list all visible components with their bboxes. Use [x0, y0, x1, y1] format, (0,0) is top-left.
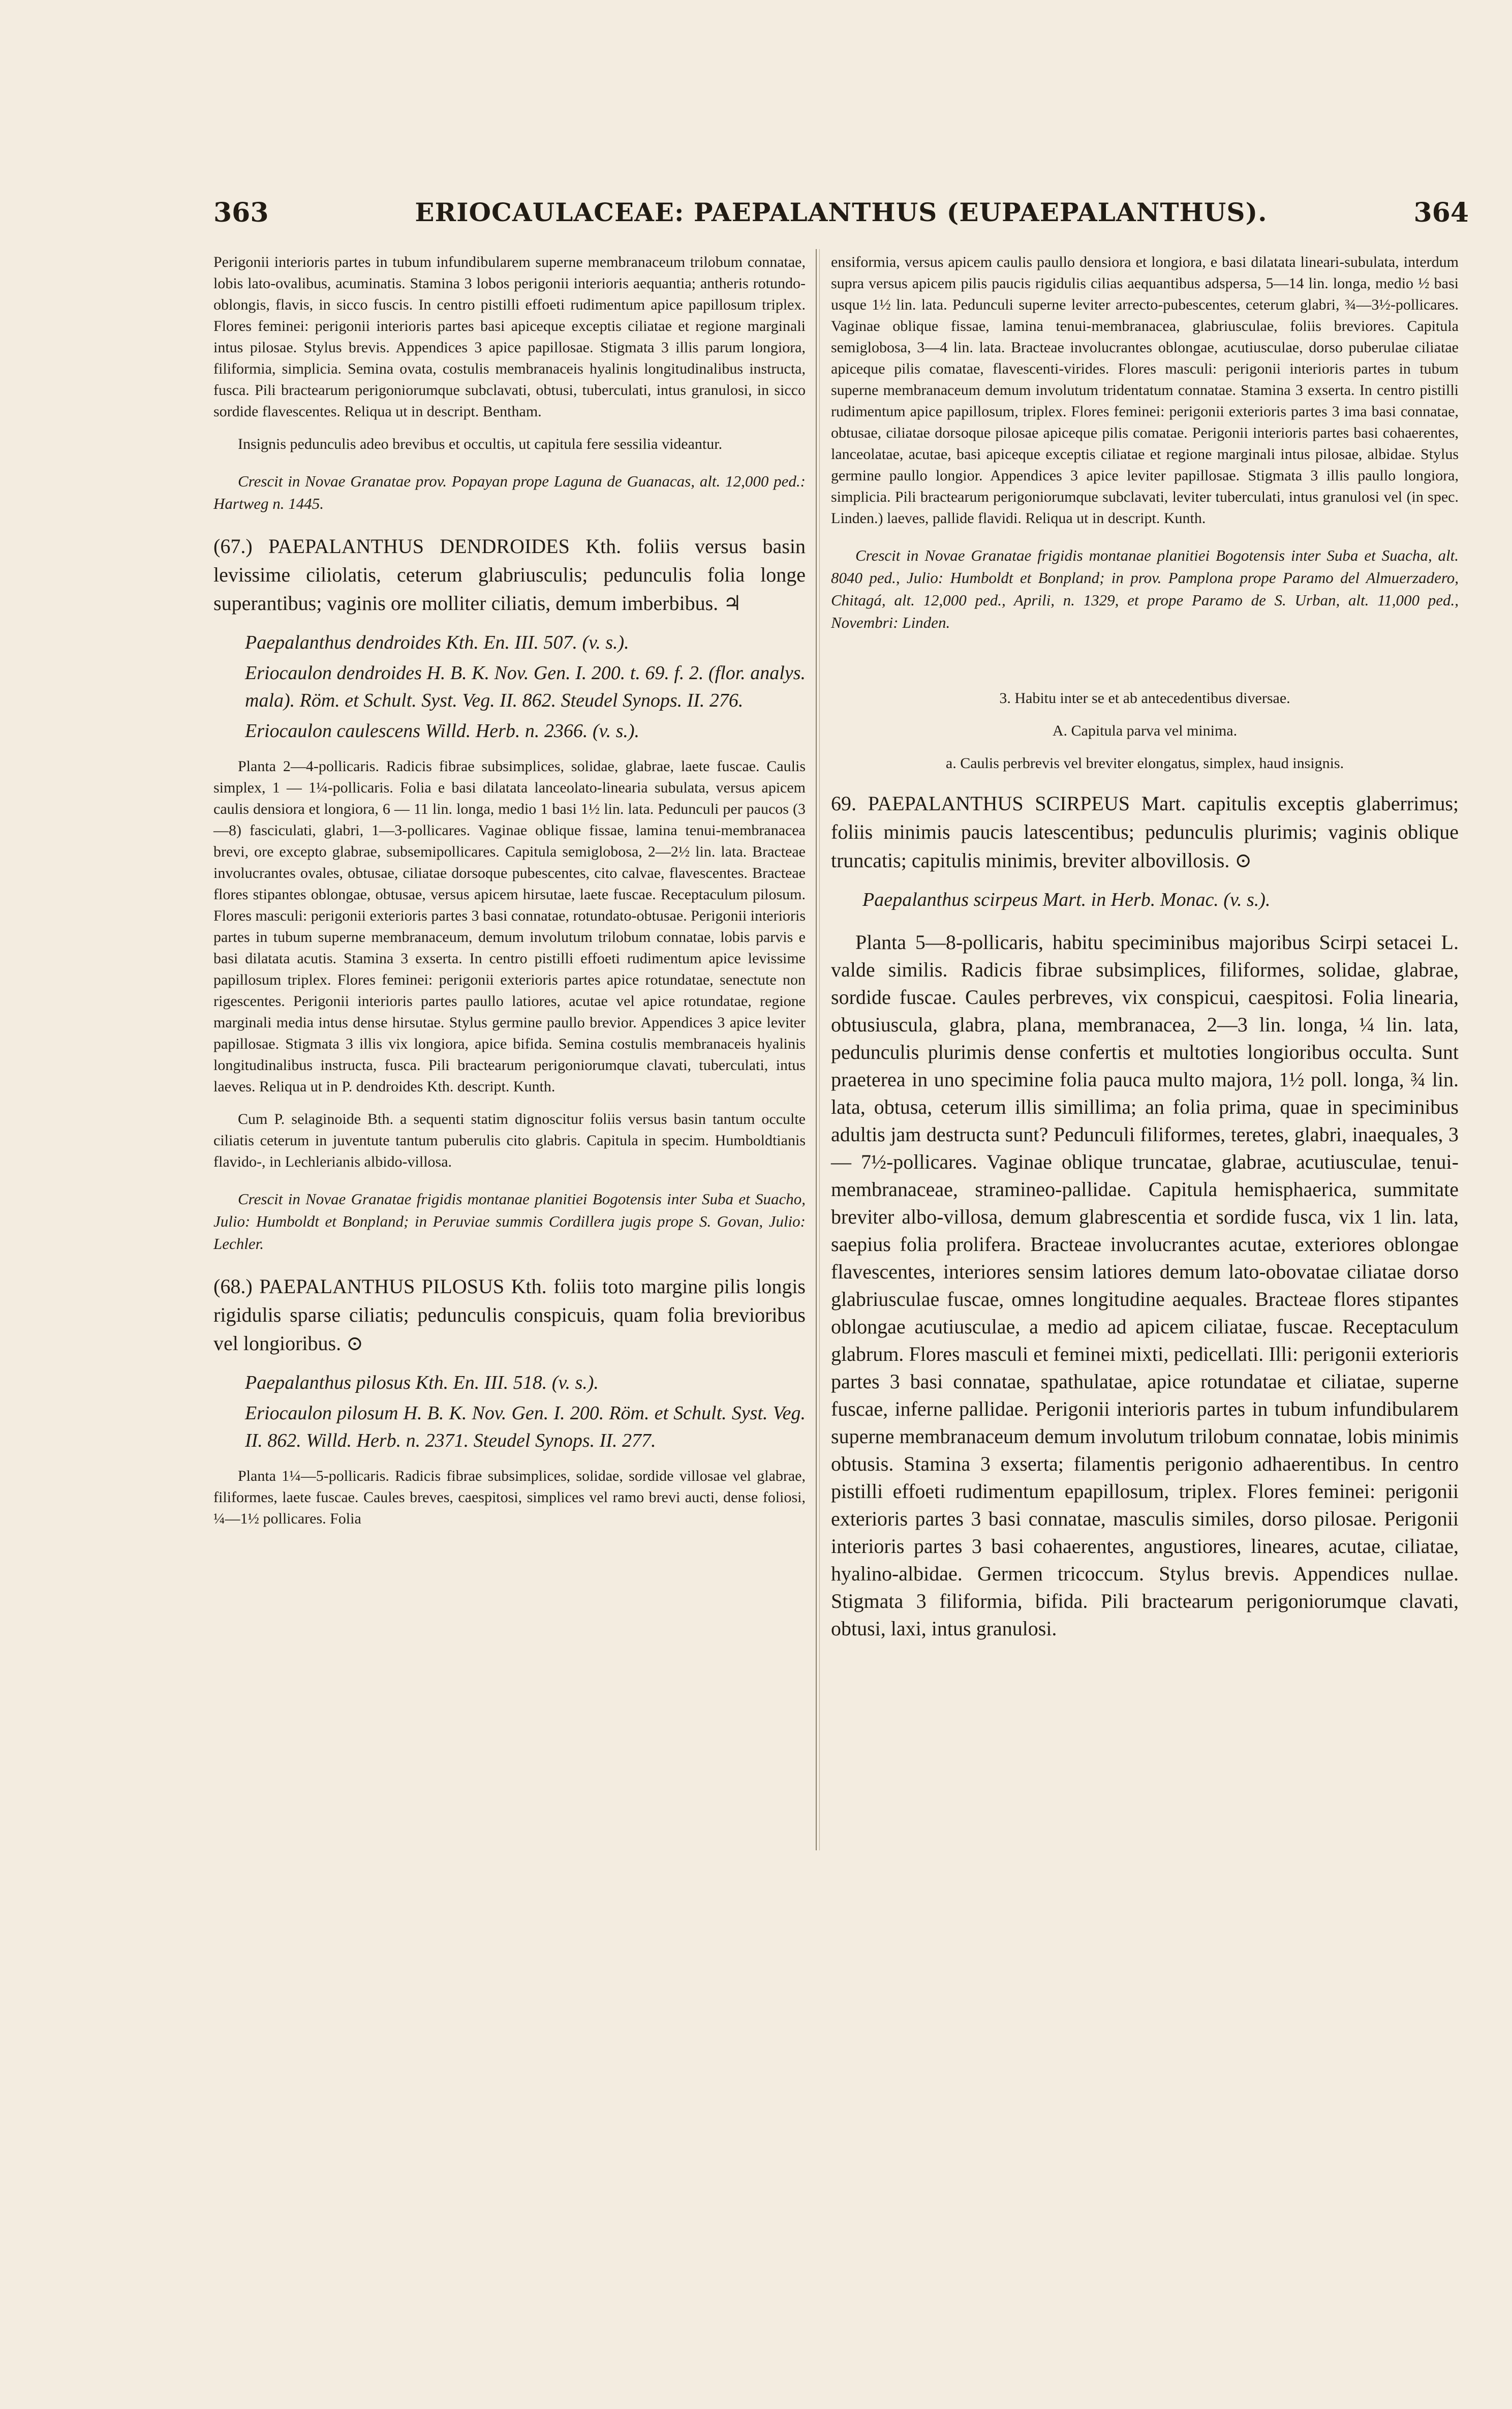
locality-paragraph: Crescit in Novae Granatae prov. Popayan prope Laguna de Guanacas, alt. 12,000 ped.: Hartweg n. 1445. [213, 472, 806, 512]
species-heading-69: 69. PAEPALANTHUS SCIRPEUS Mart. capitulis exceptis glaberrimus; foliis minimis paucis latescentibus; pedunculis plurimis; vaginis oblique truncatis; capitulis minimis, breviter albovillosis. ⊙ [831, 792, 1459, 872]
synonym-69: Paepalanthus scirpeus Mart. in Herb. Monac. (v. s.). [862, 889, 1271, 910]
species-heading-68: (68.) PAEPALANTHUS PILOSUS Kth. foliis toto margine pilis longis rigidulis sparse ciliatis; pedunculis conspicuis, quam folia brevioribus vel longioribus. ⊙ [213, 1275, 806, 1355]
species-note-67: Cum P. selaginoide Bth. a sequenti statim dignoscitur foliis versus basin tantum occulte ciliatis ceterum in juventute tantum puberulis cito glabris. Capitula in specim. Humboldtianis flavido-, in Lechlerianis albido-villosa. [213, 1111, 806, 1170]
locality-68: Crescit in Novae Granatae frigidis montanae planitiei Bogotensis inter Suba et Suacha, alt. 8040 ped., Julio: Humboldt et Bonpland; in prov. Pamplona prope Paramo del Almuerzadero, Chitagá, alt. 12,000 ped., Aprili, n. 1329, et prope Paramo de S. Urban, alt. 11,000 ped., Novembri: Linden. [831, 546, 1459, 631]
running-header [213, 197, 1469, 233]
synonym-67-1: Paepalanthus dendroides Kth. En. III. 507. (v. s.). [245, 632, 629, 653]
section-heading-A: A. Capitula parva vel minima. [1052, 722, 1238, 739]
page-number-right: 364 [1413, 197, 1469, 228]
left-column [213, 252, 806, 1541]
section-heading-3: 3. Habitu inter se et ab antecedentibus diversae. [999, 690, 1290, 707]
species-description-69: Planta 5—8-pollicaris, habitu speciminibus majoribus Scirpi setacei L. valde similis. Radicis fibrae subsimplices, filiformes, solidae, glabrae, sordide fuscae. Caules perbreves, vix conspicui, caespitosi. Folia linearia, obtusiuscula, glabra, plana, membranacea, 2—3 lin. longa, ¼ lin. lata, pedunculis plurimis dense confertis et multoties longioribus occulta. Sunt praeterea in uno specimine folia pauca multo majora, 1½ poll. longa, ¾ lin. lata, obtusa, ceterum illis simillima; an folia prima, quae in speciminibus adultis jam destructa sunt? Pedunculi filiformes, teretes, glabri, inaequales, 3 — 7½-pollicares. Vaginae oblique truncatae, glabrae, acutiusculae, tenui-membranaceae, stramineo-pallidae. Capitula hemisphaerica, summitate breviter albo-villosa, demum glabrescentia et sordide fusca, vix 1 lin. lata, saepius folia prolifera. Bracteae involucrantes acutae, exteriores oblongae flavescentes, interiores sensim latiores demum lato-obovatae ciliatae dorso glabriusculae fuscae, omnes longitudine aequales. Bracteae flores stipantes oblongae acutiusculae, a medio ad apicem ciliatae, fuscae. Receptaculum glabrum. Flores masculi et feminei mixti, pedicellati. Illi: perigonii exterioris partes 3 basi connatae, spathulatae, apice rotundatae et ciliatae, superne fuscae, inferne pallidae. Perigonii interioris partes in tubum infundibularem superne membranaceum demum involutum trilobum connatae, lobis minimis obtusis. Stamina 3 exserta; filamentis perigonio adhaerentibus. In centro pistilli effoeti rudimentum epapillosum, triplex. Flores feminei: perigonii exterioris partes 3 basi connatae, masculis similes, dorso pilosae. Perigonii interioris partes 3 basi cohaerentes, angustiores, lineares, acutae, ciliatae, hyalino-albidae. Germen tricoccum. Stylus brevis. Appendices nullae. Stigmata 3 filiformia, bifida. Pili bractearum perigoniorumque clavati, obtusi, laxi, intus granulosi. [831, 931, 1459, 1640]
column-divider [816, 249, 817, 1850]
species-description-67: Planta 2—4-pollicaris. Radicis fibrae subsimplices, solidae, glabrae, laete fuscae. Caulis simplex, 1 — 1¼-pollicaris. Folia e basi dilatata lanceolato-linearia subulata, versus apicem caulis densiora et longiora, 6 — 11 lin. longa, medio 1 basi 1½ lin. lata. Pedunculi per paucos (3—8) fasciculati, glabri, 1—3-pollicares. Vaginae oblique fissae, lamina tenui-membranacea brevi, ore excepto glabrae, subsemipollicares. Capitula semiglobosa, 2—2½ lin. lata. Bracteae involucrantes ovales, obtusae, ciliatae dorsoque pubescentes, cito calvae, flavescentes. Bracteae flores stipantes oblongae, obtusae, versus apicem hirsutae, laete fuscae. Receptaculum pilosum. Flores masculi: perigonii exterioris partes 3 basi connatae, rotundato-obtusae. Perigonii interioris partes in tubum superne membranaceum, demum involutum trilobum connatae, lobis parvis e basi dilatata acutis. Stamina 3 exserta. In centro pistilli effoeti rudimentum apice levissime papillosum triplex. Flores feminei: perigonii exterioris partes apice rotundatae, senectute non rigescentes. Perigonii interioris partes paullo latiores, acutae vel apice rotundatae, regione marginali media intus dense hirsutae. Stylus germine paullo brevior. Appendices 3 apice leviter papillosae. Stigmata 3 illis vix longiora, apice bifida. Semina costulis membranaceis hyalinis longitudinalibus instructa, fusca. Pili bractearum perigoniorumque clavati, tuberculati, intus laeves. Reliqua ut in P. dendroides Kth. descript. Kunth. [213, 758, 806, 1095]
column-divider-thin [819, 249, 820, 1850]
locality-67: Crescit in Novae Granatae frigidis montanae planitiei Bogotensis inter Suba et Suacho, Julio: Humboldt et Bonpland; in Peruviae summis Cordillera jugis prope S. Govan, Julio: Lechler. [213, 1190, 806, 1253]
note-paragraph: Insignis pedunculis adeo brevibus et occultis, ut capitula fere sessilia videantur. [238, 436, 723, 452]
page-number-left: 363 [213, 197, 269, 228]
species-description-68: Planta 1¼—5-pollicaris. Radicis fibrae subsimplices, solidae, sordide villosae vel glabrae, filiformes, laete fuscae. Caules breves, caespitosi, simplices vel ramo brevi aucti, dense foliosi, ¼—1½ pollicares. Folia [213, 1468, 806, 1527]
right-column [831, 252, 1459, 1654]
synonym-67-3: Eriocaulon caulescens Willd. Herb. n. 2366. (v. s.). [245, 720, 640, 742]
synonym-67-2: Eriocaulon dendroides H. B. K. Nov. Gen. I. 200. t. 69. f. 2. (flor. analys. mala). Röm. et Schult. Syst. Veg. II. 862. Steudel Synops. II. 276. [245, 662, 806, 711]
description-continued-68: ensiformia, versus apicem caulis paullo densiora et longiora, e basi dilatata lineari-subulata, interdum supra versus apicem pilis paucis rigidulis cilias aequantibus adspersa, 5—14 lin. longa, medio ½ basi usque 1½ lin. lata. Pedunculi superne leviter arrecto-pubescentes, ceterum glabri, ¾—3½-pollicares. Vaginae oblique fissae, lamina tenui-membranacea, glabriusculae, foliis breviores. Capitula semiglobosa, 3—4 lin. lata. Bracteae involucrantes oblongae, acutiusculae, dorso puberulae ciliatae apiceque pilis comatae, flavescenti-virides. Flores masculi: perigonii interioris partes in tubum superne membranaceum demum involutum tridentatum connatae. Stamina 3 exserta. In centro pistilli rudimentum apice papillosum, triplex. Flores feminei: perigonii exterioris partes 3 ima basi connatae, obtusae, ciliatae dorsoque pilosae apiceque pilis comatae. Perigonii interioris partes basi cohaerentes, lanceolatae, acutae, basi apiceque exceptis ciliatae et regione marginali intus pilosae, albidae. Stylus germine paullo longior. Appendices 3 apice leviter papillosae. Stigmata 3 illis paullo longiora, simplicia. Pili bractearum perigoniorumque subclavati, leviter tuberculati, intus granulosi vel (in spec. Linden.) laeves, pallide flavidi. Reliqua ut in descript. Kunth. [831, 254, 1459, 527]
synonym-68-2: Eriocaulon pilosum H. B. K. Nov. Gen. I. 200. Röm. et Schult. Syst. Veg. II. 862. Willd. Herb. n. 2371. Steudel Synops. II. 277. [245, 1402, 806, 1451]
section-heading-a: a. Caulis perbrevis vel breviter elongatus, simplex, haud insignis. [945, 755, 1344, 772]
description-continued: Perigonii interioris partes in tubum infundibularem superne membranaceum trilobum connatae, lobis lato-ovalibus, acuminatis. Stamina 3 lobos perigonii interioris aequantia; antheris rotundo-oblongis, flavis, in sicco fuscis. In centro pistilli effoeti rudimentum apice papillosum triplex. Flores feminei: perigonii interioris partes basi apiceque exceptis ciliatae et regione marginali intus pilosae. Stylus brevis. Appendices 3 apice papillosae. Stigmata 3 illis parum longiora, filiformia, simplicia. Semina ovata, costulis membranaceis hyalinis longitudinalibus instructa, fusca. Pili bractearum perigoniorumque subclavati, obtusi, tuberculati, intus granulosi, in sicco sordide flavescentes. Reliqua ut in descript. Bentham. [213, 254, 806, 420]
running-title: ERIOCAULACEAE: PAEPALANTHUS (EUPAEPALANTHUS). [415, 197, 1268, 227]
species-heading-67: (67.) PAEPALANTHUS DENDROIDES Kth. foliis versus basin levissime ciliolatis, ceterum glabriusculis; pedunculis folia longe superantibus; vaginis ore molliter ciliatis, demum imberbibus. ♃ [213, 535, 806, 615]
synonym-68-1: Paepalanthus pilosus Kth. En. III. 518. (v. s.). [245, 1372, 599, 1393]
